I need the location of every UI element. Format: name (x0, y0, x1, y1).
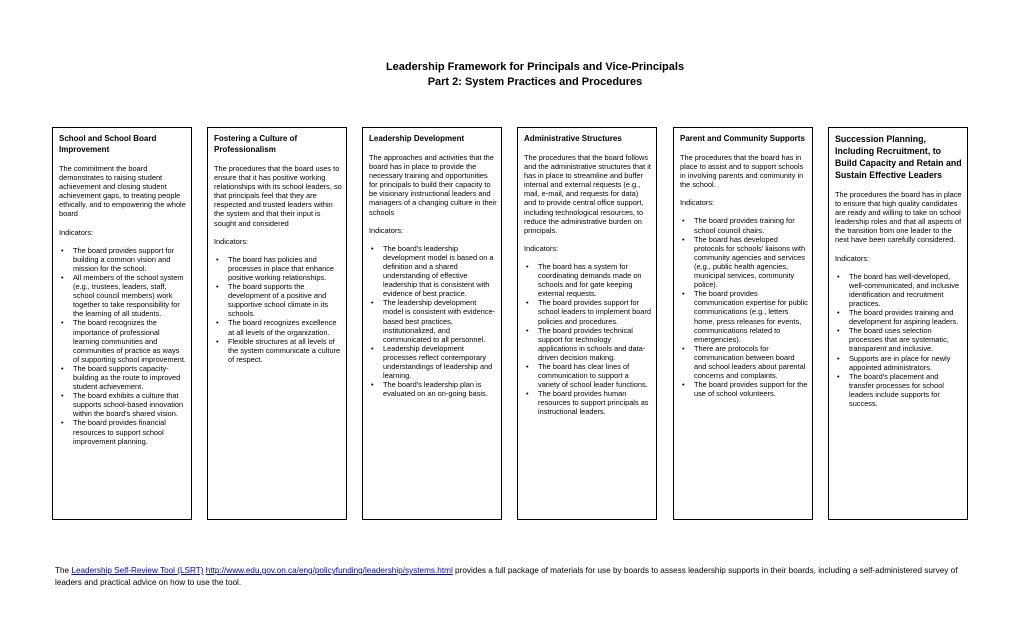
indicators-label: Indicators: (524, 243, 559, 253)
list-item: • The board provides communication expertise for public communications (e.g., letters home, press releases for events, communications related to emergencies). (694, 289, 808, 344)
indicators-label: Indicators: (680, 198, 715, 208)
column-culture-of-professionalism (207, 127, 347, 520)
column-description: The approaches and activities that the board has in place to provide the necessary training and opportunities for principals to build their capacity to be visionary instructional leaders and managers of a changing culture in their schools (369, 153, 497, 217)
list-item: • The board provides training and development for aspiring leaders. (849, 308, 963, 326)
column-heading: Succession Planning, Including Recruitment, to Build Capacity and Retain and Sustain Effective Leaders (835, 134, 962, 180)
column-school-improvement (52, 127, 192, 520)
list-item: • The board provides support for school leaders to implement board policies and procedures. (538, 298, 652, 325)
list-item: • The leadership development model is consistent with evidence-based best practices, institutionalized, and communicated to all personnel. (383, 298, 497, 343)
list-item: • The board's leadership development model is based on a definition and a shared understanding of effective leadership that is consistent with evidence of best practice. (383, 244, 497, 299)
list-item: • The board's placement and transfer processes for school leaders include supports for success. (849, 372, 963, 408)
column-heading: Parent and Community Supports (680, 134, 805, 143)
list-item: • The board supports capacity-building as the route to improved student achievement. (73, 364, 187, 391)
column-description: The procedures that the board has in place to assist and to support schools in involving parents and community in the school. (680, 153, 804, 190)
column-parent-community-supports (673, 127, 813, 520)
column-description: The procedures the board has in place to ensure that high quality candidates are ready and willing to take on school leadership roles and that all aspects of the transition from one leader to the next have been carefully considered. (835, 190, 962, 245)
indicator-list (369, 244, 497, 399)
list-item: • The board provides training for school council chairs. (694, 216, 808, 234)
list-item: • The board has a system for coordinating demands made on schools and for gate keeping external requests. (538, 262, 652, 298)
list-item: • There are protocols for communication between board and school leaders about parental concerns and complaints. (694, 344, 808, 380)
column-description: The commitment the board demonstrates to raising student achievement and closing student achievement gaps, to treating people ethically, and to empowering the whole board (59, 164, 186, 219)
lsrt-link[interactable]: Leadership Self-Review Tool (LSRT) (71, 566, 204, 575)
indicators-label: Indicators: (59, 227, 94, 237)
list-item: • The board recognizes excellence at all levels of the organization. (228, 318, 342, 336)
title-line-2: Part 2: System Practices and Procedures (427, 76, 643, 88)
column-administrative-structures (517, 127, 657, 520)
footer-suffix: provides a full package of materials for use by boards to assess leadership supports in their boards, including a self-administered survey of leaders and practical advice on how to use the tool. (55, 566, 958, 587)
list-item: • All members of the school system (e.g., trustees, leaders, staff, school council members) work together to take responsibility for the learning of all students. (73, 273, 187, 318)
list-item: • The board provides technical support for technology applications in schools and data-driven decision making. (538, 326, 652, 362)
title-line-1: Leadership Framework for Principals and Vice-Principals (385, 61, 685, 73)
list-item: • Supports are in place for newly appointed administrators. (849, 354, 963, 372)
indicator-list (680, 216, 808, 398)
indicator-list (835, 272, 963, 408)
list-item: • The board recognizes the importance of professional learning communities and communities of practice as ways of supporting school improvement. (73, 318, 187, 363)
list-item: • Flexible structures at all levels of the system communicate a culture of respect. (228, 337, 342, 364)
list-item: • The board exhibits a culture that supports school-based innovation within the board's shared vision. (73, 391, 187, 418)
footer-note (55, 565, 970, 589)
list-item: • The board's leadership plan is evaluated on an on-going basis. (383, 380, 497, 398)
url-link[interactable]: http://www.edu.gov.on.ca/eng/policyfunding/leadership/systems.html (205, 566, 453, 575)
list-item: • The board provides support for building a common vision and mission for the school. (73, 246, 187, 273)
column-description: The procedures that the board follows and the administrative structures that it has in place to streamline and buffer internal and external requests (e.g., mail, e-mail, and requests for data) and to provide central office support, including technological resources, to reduce the administrative burden on principals. (524, 153, 651, 235)
list-item: • Leadership development processes reflect contemporary understandings of leadership and learning. (383, 344, 497, 380)
column-heading: Administrative Structures (524, 134, 622, 143)
document-title (0, 60, 1024, 90)
indicators-label: Indicators: (369, 225, 404, 235)
footer-prefix: The (55, 566, 72, 575)
list-item: • The board provides financial resources to support school improvement planning. (73, 418, 187, 445)
column-leadership-development (362, 127, 502, 520)
indicator-list (214, 255, 342, 364)
list-item: • The board uses selection processes that are systematic, transparent and inclusive. (849, 326, 963, 353)
column-heading: Fostering a Culture of Professionalism (214, 134, 298, 154)
list-item: • The board has clear lines of communication to support a variety of school leader functions. (538, 362, 652, 389)
list-item: • The board has policies and processes in place that enhance positive working relationships. (228, 255, 342, 282)
column-heading: School and School Board Improvement (59, 134, 157, 154)
list-item: • The board has developed protocols for schools' liaisons with community agencies and services (e.g., public health agencies, municipal services, community police). (694, 235, 808, 290)
list-item: • The board supports the development of a positive and supportive school climate in its schools. (228, 282, 342, 318)
indicators-label: Indicators: (214, 236, 249, 246)
column-succession-planning (828, 127, 968, 520)
indicator-list (59, 246, 187, 446)
list-item: • The board provides human resources to support principals as instructional leaders. (538, 389, 652, 416)
column-heading: Leadership Development (369, 134, 465, 143)
indicators-label: Indicators: (835, 253, 870, 263)
list-item: • The board provides support for the use of school volunteers. (694, 380, 808, 398)
column-description: The procedures that the board uses to ensure that it has positive working relationships with its school leaders, so that principals feel that they are respected and trusted leaders within the system and that their input is sought and considered (214, 164, 342, 228)
indicator-list (524, 262, 652, 417)
list-item: • The board has well-developed, well-communicated, and inclusive identification and recruitment practices. (849, 272, 963, 308)
